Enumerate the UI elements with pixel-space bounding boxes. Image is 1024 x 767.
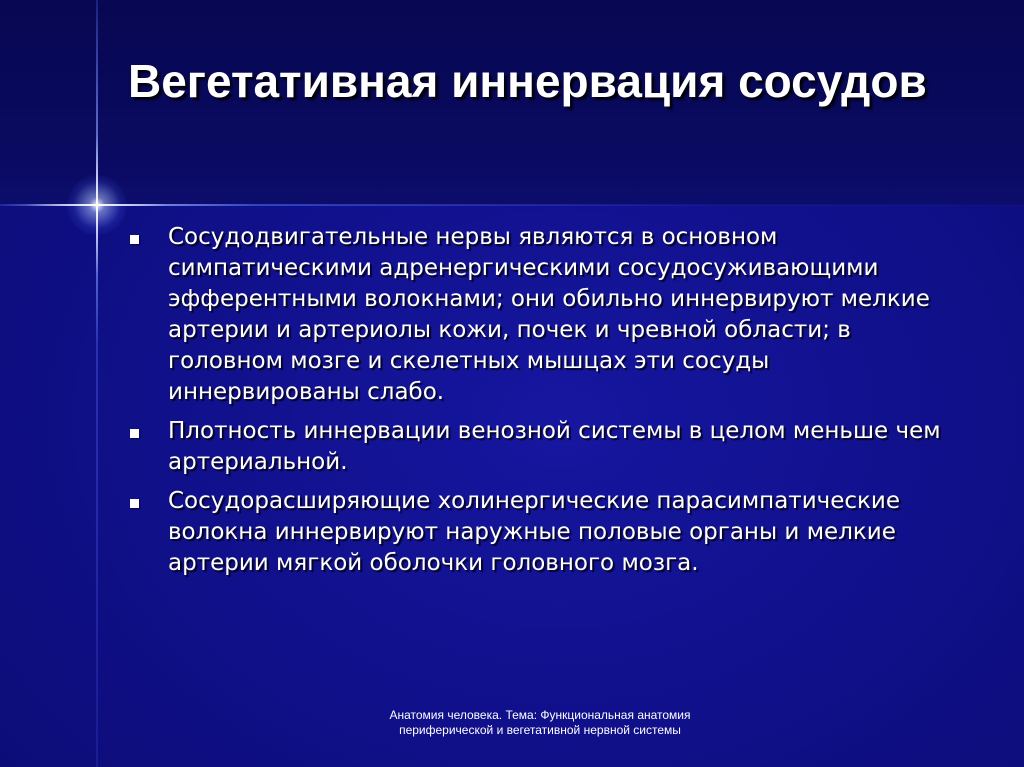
bullet-text: Сосудодвигательные нервы являются в основном симпатическими адренергическими сосудосуживающими эфферентными волокнами; они обильно иннервируют мелкие артерии и артериолы кожи, почек и чревной области; в головном мозге и скелетных мышцах эти сосуды иннервированы слабо. bbox=[168, 224, 930, 405]
square-bullet-icon bbox=[130, 499, 139, 508]
bullet-text: Сосудорасширяющие холинергические парасимпатические волокна иннервируют наружные половые органы и мелкие артерии мягкой оболочки головного мозга. bbox=[168, 488, 901, 576]
bullet-list bbox=[128, 222, 968, 587]
square-bullet-icon bbox=[130, 235, 139, 244]
flare-ray-horizontal bbox=[27, 204, 167, 206]
square-bullet-icon bbox=[130, 429, 139, 438]
bullet-text: Плотность иннервации венозной системы в целом меньше чем артериальной. bbox=[168, 418, 941, 475]
decorative-vertical-line bbox=[96, 0, 98, 767]
slide-title: Вегетативная иннервация сосудов bbox=[128, 55, 927, 107]
bullet-item bbox=[128, 486, 968, 579]
slide-footer: Анатомия человека. Тема: Функциональная анатомия периферической и вегетативной нервной системы bbox=[389, 708, 691, 737]
bullet-item bbox=[128, 222, 968, 408]
bullet-item bbox=[128, 416, 968, 478]
